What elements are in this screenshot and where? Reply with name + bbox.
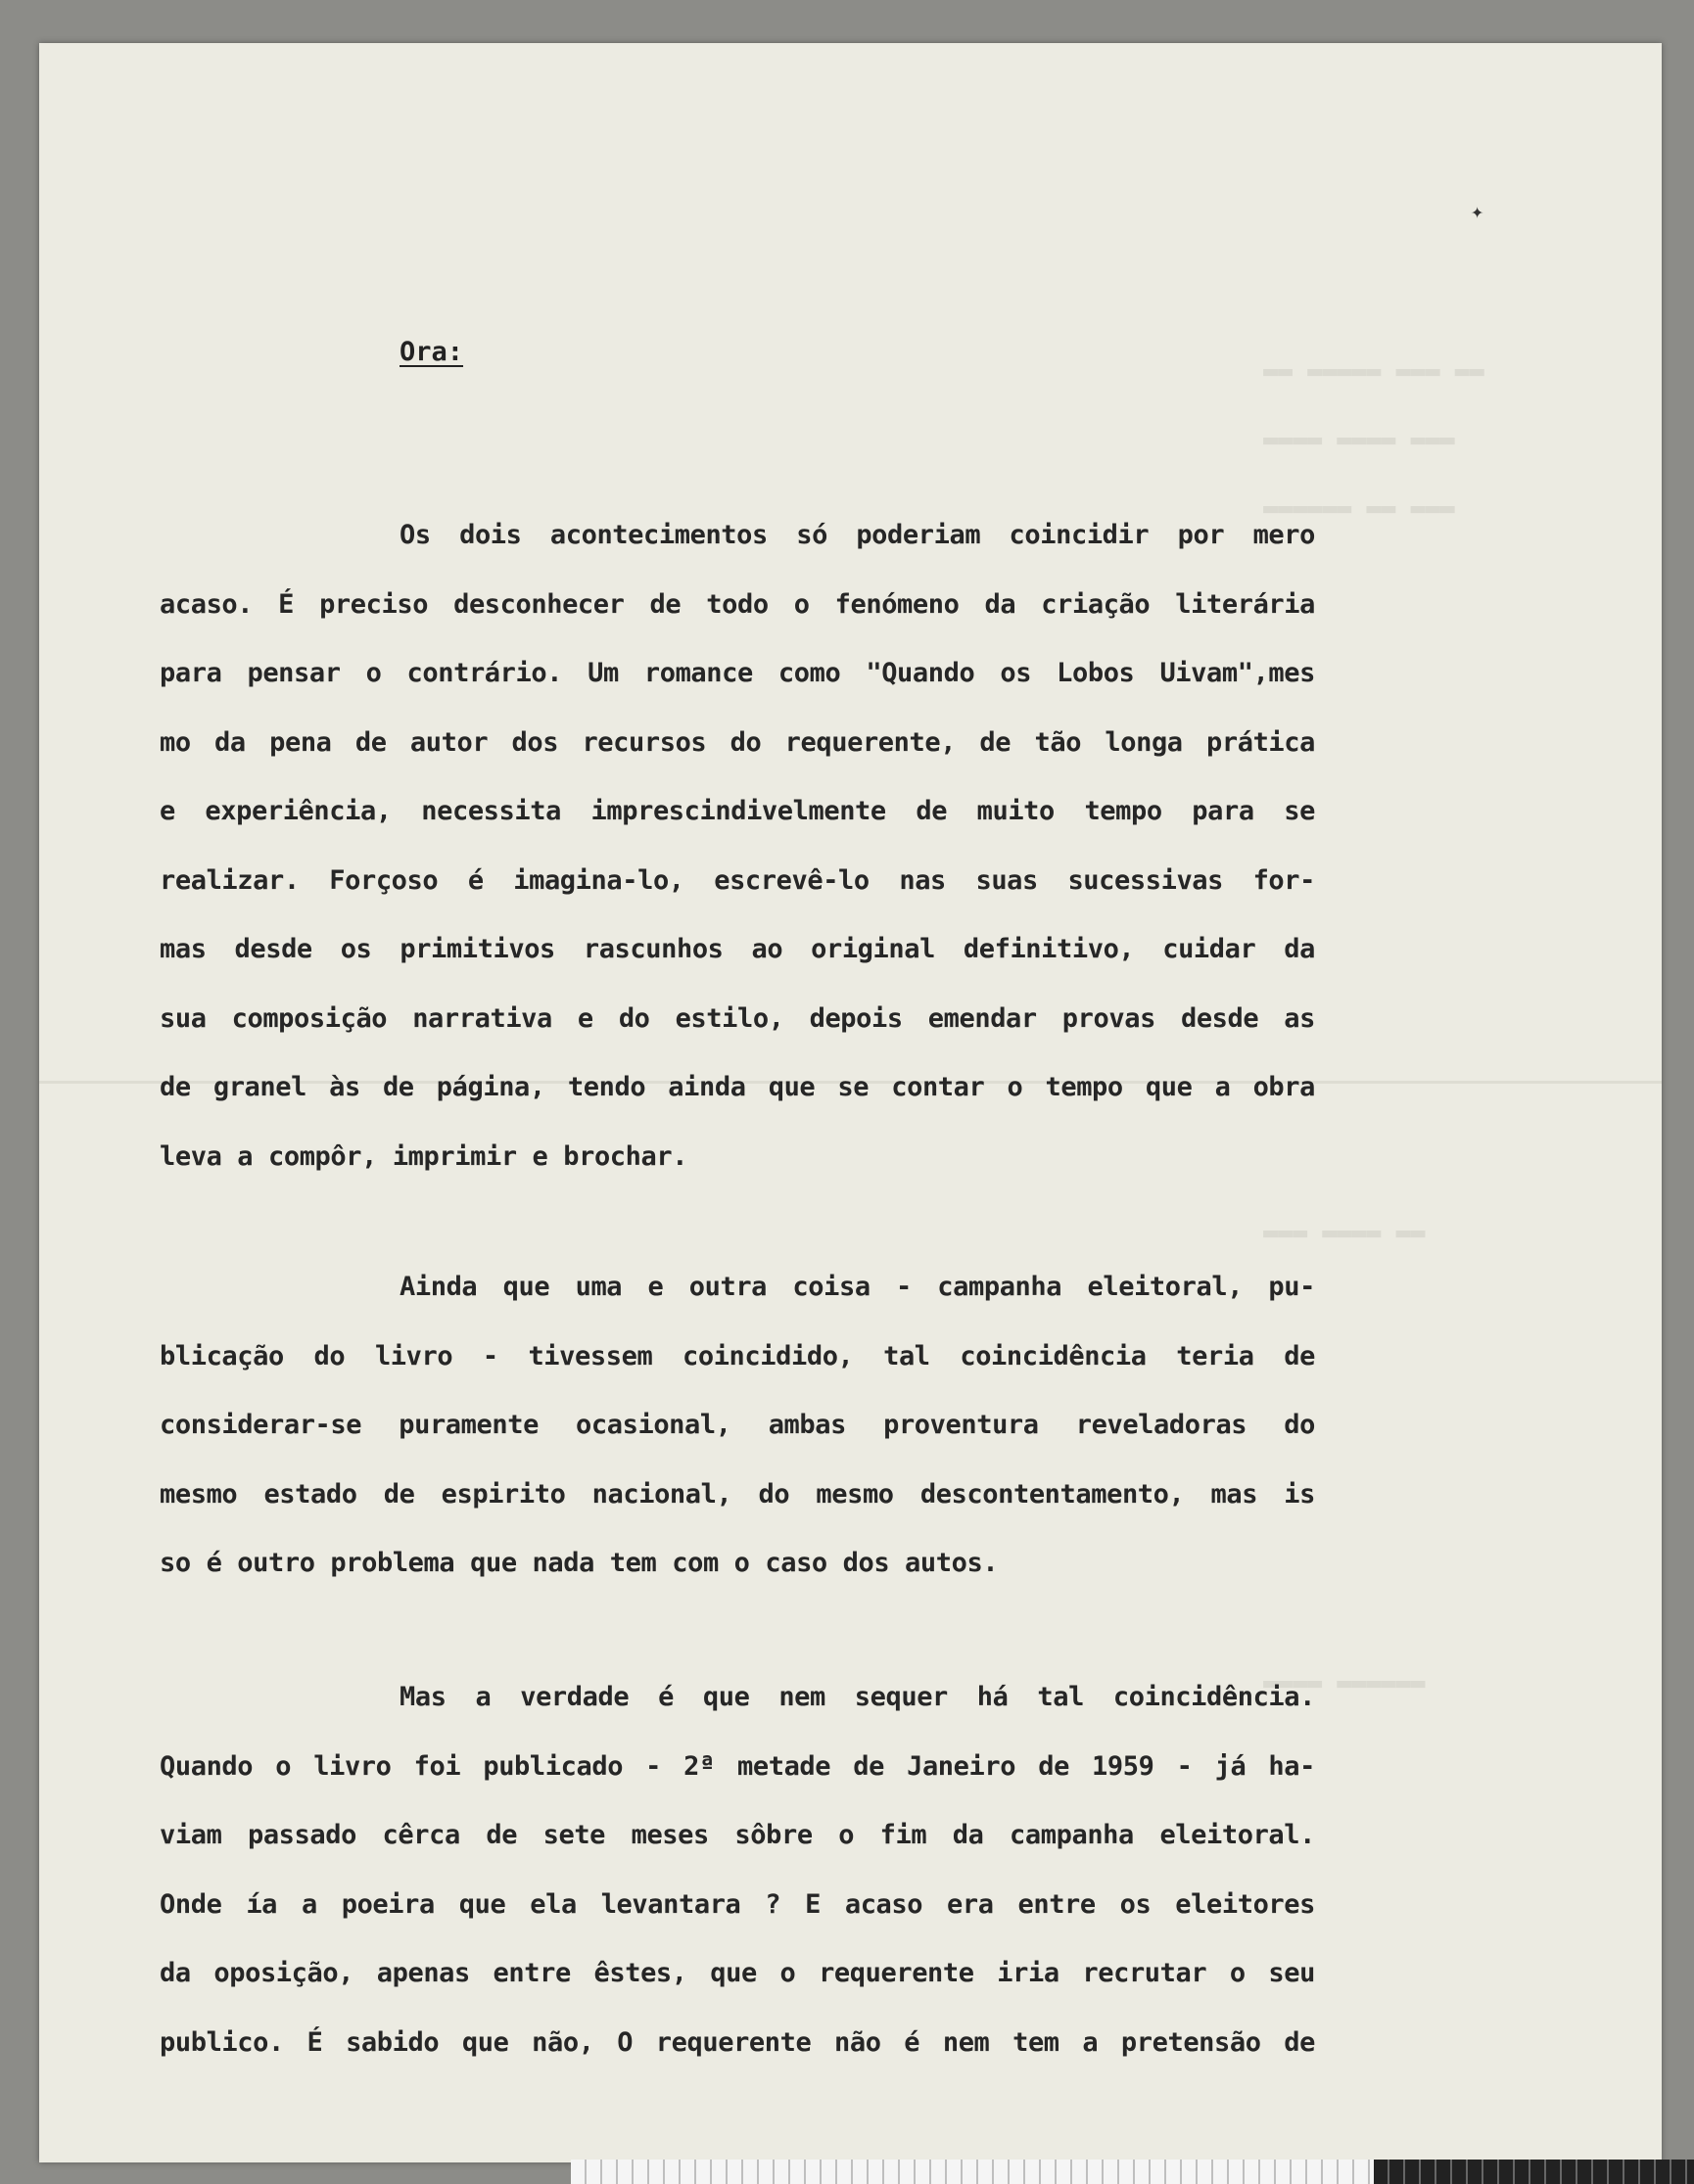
text-line: e experiência, necessita imprescindivelmente de muito tempo para se [160, 796, 1315, 826]
text-line: so é outro problema que nada tem com o caso dos autos. [160, 1548, 999, 1578]
text-line: de granel às de página, tendo ainda que se contar o tempo que a obra [160, 1072, 1315, 1102]
text-line: leva a compôr, imprimir e brochar. [160, 1140, 688, 1172]
scale-ruler-dark-segment [1374, 2160, 1694, 2184]
text-line: da oposição, apenas entre êstes, que o requerente iria recrutar o seu [160, 1958, 1315, 1988]
text-line: mesmo estado de espirito nacional, do mesmo descontentamento, mas is [160, 1478, 1315, 1510]
show-through-text: ▬▬▬▬ ▬▬▬▬▬▬ [1263, 1668, 1426, 1696]
text-line: Ainda que uma e outra coisa - campanha eleitoral, pu- [400, 1272, 1315, 1302]
text-line: acaso. É preciso desconhecer de todo o fenómeno da criação literária [160, 588, 1315, 620]
text-line: realizar. Forçoso é imagina-lo, escrevê-lo nas suas sucessivas for- [160, 864, 1315, 896]
text-line: Os dois acontecimentos só poderiam coincidir por mero [400, 520, 1315, 550]
stray-mark: ✦ [1471, 200, 1484, 224]
show-through-text: ▬▬▬▬▬▬ ▬▬ ▬▬▬ [1263, 493, 1455, 522]
paragraph-2 [160, 1253, 1315, 1599]
text-line: para pensar o contrário. Um romance como "Quando os Lobos Uivam",mes [160, 658, 1315, 688]
text-line: mo da pena de autor dos recursos do requerente, de tão longa prática [160, 726, 1315, 758]
paragraph-1 [160, 501, 1315, 1191]
section-heading: Ora: [400, 337, 464, 367]
paragraph-3 [160, 1663, 1315, 2077]
show-through-text: ▬▬▬▬ ▬▬▬▬ ▬▬▬ [1263, 425, 1455, 453]
scale-ruler [571, 2160, 1694, 2184]
show-through-text: ▬▬▬ ▬▬▬▬ ▬▬ [1263, 1218, 1426, 1246]
text-line: viam passado cêrca de sete meses sôbre o fim da campanha eleitoral. [160, 1820, 1315, 1850]
text-line: mas desde os primitivos rascunhos ao original definitivo, cuidar da [160, 934, 1315, 964]
text-line: Mas a verdade é que nem sequer há tal coincidência. [400, 1682, 1315, 1712]
text-line: sua composição narrativa e do estilo, depois emendar provas desde as [160, 1002, 1315, 1034]
text-line: publico. É sabido que não, O requerente não é nem tem a pretensão de [160, 2026, 1315, 2058]
show-through-text: ▬▬ ▬▬▬▬▬ ▬▬▬ ▬▬ [1263, 356, 1484, 385]
text-line: Quando o livro foi publicado - 2ª metade de Janeiro de 1959 - já ha- [160, 1750, 1315, 1782]
text-line: considerar-se puramente ocasional, ambas proventura reveladoras do [160, 1410, 1315, 1440]
text-line: Onde ía a poeira que ela levantara ? E acaso era entre os eleitores [160, 1888, 1315, 1920]
text-line: blicação do livro - tivessem coincidido, tal coincidência teria de [160, 1340, 1315, 1371]
document-page [39, 43, 1662, 2162]
